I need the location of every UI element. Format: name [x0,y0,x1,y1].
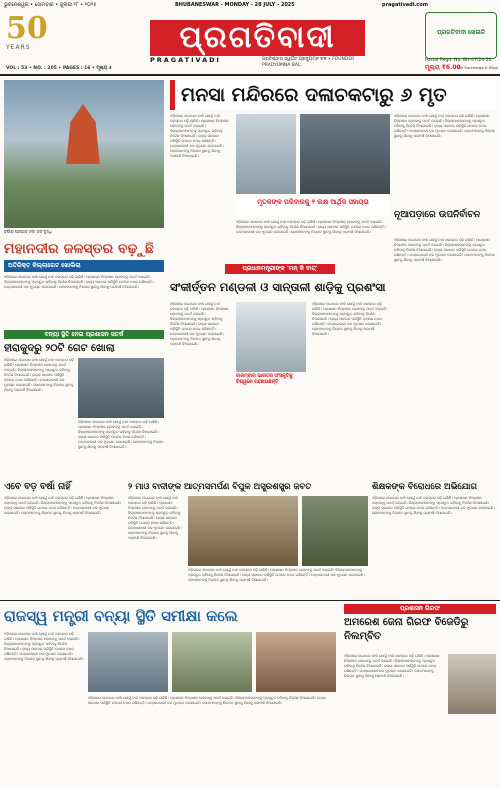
dateline: BHUBANESWAR - MONDAY - 28 JULY - 2025 [175,2,295,8]
maoist-text-2: ଓଡ଼ିଶାରେ ଲଗାତାର ବର୍ଷା ଯୋଗୁଁ ନଦୀ ଜଳସ୍ତର ବଢ଼ି ଚାଲିଛି। ପ୍ରଶାସନ ନିମ୍ନାଞ୍ଚଳ ଲୋକଙ୍କୁ ସତର୍କ କରାଇଛି। ଜିଲ୍ଲାପାଳମାନଙ୍କୁ ପ୍ରସ୍ତୁତ ରହିବାକୁ ନିର୍ଦ୍ଦେଶ ଦିଆଯାଇଛି। ରାଜ୍ୟ ସରକାର ପରିସ୍ଥିତି ଉପରେ ନଜର ରଖିଛନ୍ତି। ଉଦ୍ଧାରକାରୀ ଦଳ ମୁତୟନ କରାଯାଇଛି। ଲୋକମାନଙ୍କୁ ନିରାପଦ ସ୍ଥାନକୁ ଯିବାକୁ ପରାମର୍ଶ ଦିଆଯାଇଛି। [188,568,365,582]
lower-rule [0,600,500,601]
modi-text-col: ଓଡ଼ିଶାରେ ଲଗାତାର ବର୍ଷା ଯୋଗୁଁ ନଦୀ ଜଳସ୍ତର ବଢ଼ି ଚାଲିଛି। ପ୍ରଶାସନ ନିମ୍ନାଞ୍ଚଳ ଲୋକଙ୍କୁ ସତର୍କ କରାଇଛି। ଜିଲ୍ଲାପାଳମାନଙ୍କୁ ପ୍ରସ୍ତୁତ ରହିବାକୁ ନିର୍ଦ୍ଦେଶ ଦିଆଯାଇଛି। ରାଜ୍ୟ ସରକାର ପରିସ୍ଥିତି ଉପରେ ନଜର ରଖିଛନ୍ତି। ଉଦ୍ଧାରକାରୀ ଦଳ ମୁତୟନ କରାଯାଇଛି। ଲୋକମାନଙ୍କୁ ନିରାପଦ ସ୍ଥାନକୁ ଯିବାକୁ ପରାମର୍ଶ ଦିଆଯାଇଛି। [170,302,229,346]
anniversary-number: 50 [6,11,48,46]
price: ମୂଲ୍ୟ ₹6.00 [425,64,461,71]
paper-title: ପ୍ରଗତିବାଦୀ [150,20,365,56]
flood-minister-headline: ରାଜସ୍ୱ ମନ୍ତ୍ରୀ ବନ୍ୟା ସ୍ଥିତି ସମୀକ୍ଷା କଲେ [4,607,238,625]
surrender-photo [302,496,368,566]
arrest-tag: ପ୍ରଶାସନ ଗିରଫ [344,604,496,614]
air-surcharge: Air Surcharge 0.50ps [458,65,498,70]
no-rain-text: ଓଡ଼ିଶାରେ ଲଗାତାର ବର୍ଷା ଯୋଗୁଁ ନଦୀ ଜଳସ୍ତର ବଢ଼ି ଚାଲିଛି। ପ୍ରଶାସନ ନିମ୍ନାଞ୍ଚଳ ଲୋକଙ୍କୁ ସତର୍କ କରାଇଛି। ଜିଲ୍ଲାପାଳମାନଙ୍କୁ ପ୍ରସ୍ତୁତ ରହିବାକୁ ନିର୍ଦ୍ଦେଶ ଦିଆଯାଇଛି। ରାଜ୍ୟ ସରକାର ପରିସ୍ଥିତି ଉପରେ ନଜର ରଖିଛନ୍ତି। ଉଦ୍ଧାରକାରୀ ଦଳ ମୁତୟନ କରାଯାଇଛି। ଲୋକମାନଙ୍କୁ ନିରାପଦ ସ୍ଥାନକୁ ଯିବାକୁ ପରାମର୍ଶ ଦିଆଯାଇଛି। [4,496,122,515]
maoist-headline: ୨ ମାଓ ବାଦୀଙ୍କ ଆତ୍ମସମର୍ପଣ ବିପୁଳ ଅସ୍ତ୍ରଶସ୍ତ୍ର ଜବତ [128,482,312,492]
flood-text-1: ଓଡ଼ିଶାରେ ଲଗାତାର ବର୍ଷା ଯୋଗୁଁ ନଦୀ ଜଳସ୍ତର ବଢ଼ି ଚାଲିଛି। ପ୍ରଶାସନ ନିମ୍ନାଞ୍ଚଳ ଲୋକଙ୍କୁ ସତର୍କ କରାଇଛି। ଜିଲ୍ଲାପାଳମାନଙ୍କୁ ପ୍ରସ୍ତୁତ ରହିବାକୁ ନିର୍ଦ୍ଦେଶ ଦିଆଯାଇଛି। ରାଜ୍ୟ ସରକାର ପରିସ୍ଥିତି ଉପରେ ନଜର ରଖିଛନ୍ତି। ଉଦ୍ଧାରକାରୀ ଦଳ ମୁତୟନ କରାଯାଇଛି। ଲୋକମାନଙ୍କୁ ନିରାପଦ ସ୍ଥାନକୁ ଯିବାକୁ ପରାମର୍ଶ ଦିଆଯାଇଛି। [4,632,84,661]
nuapada-text: ଓଡ଼ିଶାରେ ଲଗାତାର ବର୍ଷା ଯୋଗୁଁ ନଦୀ ଜଳସ୍ତର ବଢ଼ି ଚାଲିଛି। ପ୍ରଶାସନ ନିମ୍ନାଞ୍ଚଳ ଲୋକଙ୍କୁ ସତର୍କ କରାଇଛି। ଜିଲ୍ଲାପାଳମାନଙ୍କୁ ପ୍ରସ୍ତୁତ ରହିବାକୁ ନିର୍ଦ୍ଦେଶ ଦିଆଯାଇଛି। ରାଜ୍ୟ ସରକାର ପରିସ୍ଥିତି ଉପରେ ନଜର ରଖିଛନ୍ତି। ଉଦ୍ଧାରକାରୀ ଦଳ ମୁତୟନ କରାଯାଇଛି। ଲୋକମାନଙ୍କୁ ନିରାପଦ ସ୍ଥାନକୁ ଯିବାକୁ ପରାମର୍ଶ ଦିଆଯାଇଛି। [394,238,496,262]
postal-reg: Postal Regd. No. BH-47/24-26 [425,58,492,63]
mann-ki-baat-tag: ପ୍ରଧାନମନ୍ତ୍ରୀଙ୍କ 'ମନ୍ କି ବାତ୍' [225,264,335,274]
flood-photo-1 [88,632,168,692]
teacher-headline: ଶିକ୍ଷକଙ୍କ ବିରୋଧରେ ଅଭିଯୋଗ [372,482,477,492]
temple-shape [62,104,104,164]
temple-photo-caption: ବର୍ଷାର ପ୍ରଭାବ ନଦୀ ଜଳ ବୃଦ୍ଧି [4,229,52,234]
temple-flood-photo [4,80,164,228]
lead-text-col-3: ଓଡ଼ିଶାରେ ଲଗାତାର ବର୍ଷା ଯୋଗୁଁ ନଦୀ ଜଳସ୍ତର ବଢ଼ି ଚାଲିଛି। ପ୍ରଶାସନ ନିମ୍ନାଞ୍ଚଳ ଲୋକଙ୍କୁ ସତର୍କ କରାଇଛି। ଜିଲ୍ଲାପାଳମାନଙ୍କୁ ପ୍ରସ୍ତୁତ ରହିବାକୁ ନିର୍ଦ୍ଦେଶ ଦିଆଯାଇଛି। ରାଜ୍ୟ ସରକାର ପରିସ୍ଥିତି ଉପରେ ନଜର ରଖିଛନ୍ତି। ଉଦ୍ଧାରକାରୀ ଦଳ ମୁତୟନ କରାଯାଇଛି। ଲୋକମାନଙ୍କୁ ନିରାପଦ ସ୍ଥାନକୁ ଯିବାକୁ ପରାମର୍ଶ ଦିଆଯାଇଛି। [394,114,496,138]
anniversary-word: YEARS [6,44,31,51]
lead-headline: ମନସା ମନ୍ଦିରରେ ଦଳାଚକଟାରୁ ୬ ମୃତ [170,80,496,110]
anniversary-logo [6,11,66,64]
hirakud-text-2: ଓଡ଼ିଶାରେ ଲଗାତାର ବର୍ଷା ଯୋଗୁଁ ନଦୀ ଜଳସ୍ତର ବଢ଼ି ଚାଲିଛି। ପ୍ରଶାସନ ନିମ୍ନାଞ୍ଚଳ ଲୋକଙ୍କୁ ସତର୍କ କରାଇଛି। ଜିଲ୍ଲାପାଳମାନଙ୍କୁ ପ୍ରସ୍ତୁତ ରହିବାକୁ ନିର୍ଦ୍ଦେଶ ଦିଆଯାଇଛି। ରାଜ୍ୟ ସରକାର ପରିସ୍ଥିତି ଉପରେ ନଜର ରଖିଛନ୍ତି। ଉଦ୍ଧାରକାରୀ ଦଳ ମୁତୟନ କରାଯାଇଛି। ଲୋକମାନଙ୍କୁ ନିରାପଦ ସ୍ଥାନକୁ ଯିବାକୁ ପରାମର୍ଶ ଦିଆଯାଇଛି। [78,420,164,449]
side-brand-box [425,12,497,59]
flood-photo-2 [172,632,252,692]
mahanadi-text: ଓଡ଼ିଶାରେ ଲଗାତାର ବର୍ଷା ଯୋଗୁଁ ନଦୀ ଜଳସ୍ତର ବଢ଼ି ଚାଲିଛି। ପ୍ରଶାସନ ନିମ୍ନାଞ୍ଚଳ ଲୋକଙ୍କୁ ସତର୍କ କରାଇଛି। ଜିଲ୍ଲାପାଳମାନଙ୍କୁ ପ୍ରସ୍ତୁତ ରହିବାକୁ ନିର୍ଦ୍ଦେଶ ଦିଆଯାଇଛି। ରାଜ୍ୟ ସରକାର ପରିସ୍ଥିତି ଉପରେ ନଜର ରଖିଛନ୍ତି। ଉଦ୍ଧାରକାରୀ ଦଳ ମୁତୟନ କରାଯାଇଛି। ଲୋକମାନଙ୍କୁ ନିରାପଦ ସ୍ଥାନକୁ ଯିବାକୁ ପରାମର୍ଶ ଦିଆଯାଇଛି। [4,275,154,289]
lead-text-col-2: ଓଡ଼ିଶାରେ ଲଗାତାର ବର୍ଷା ଯୋଗୁଁ ନଦୀ ଜଳସ୍ତର ବଢ଼ି ଚାଲିଛି। ପ୍ରଶାସନ ନିମ୍ନାଞ୍ଚଳ ଲୋକଙ୍କୁ ସତର୍କ କରାଇଛି। ଜିଲ୍ଲାପାଳମାନଙ୍କୁ ପ୍ରସ୍ତୁତ ରହିବାକୁ ନିର୍ଦ୍ଦେଶ ଦିଆଯାଇଛି। ରାଜ୍ୟ ସରକାର ପରିସ୍ଥିତି ଉପରେ ନଜର ରଖିଛନ୍ତି। ଉଦ୍ଧାରକାରୀ ଦଳ ମୁତୟନ କରାଯାଇଛି। ଲୋକମାନଙ୍କୁ ନିରାପଦ ସ୍ଥାନକୁ ଯିବାକୁ ପରାମର୍ଶ ଦିଆଯାଇଛି। [236,220,386,234]
accused-photo [448,654,496,714]
dam-photo [78,358,164,418]
minister-photo [256,632,336,692]
website[interactable]: pragativadi.com [382,2,428,8]
flood-text-2: ଓଡ଼ିଶାରେ ଲଗାତାର ବର୍ଷା ଯୋଗୁଁ ନଦୀ ଜଳସ୍ତର ବଢ଼ି ଚାଲିଛି। ପ୍ରଶାସନ ନିମ୍ନାଞ୍ଚଳ ଲୋକଙ୍କୁ ସତର୍କ କରାଇଛି। ଜିଲ୍ଲାପାଳମାନଙ୍କୁ ପ୍ରସ୍ତୁତ ରହିବାକୁ ନିର୍ଦ୍ଦେଶ ଦିଆଯାଇଛି। ରାଜ୍ୟ ସରକାର ପରିସ୍ଥିତି ଉପରେ ନଜର ରଖିଛନ୍ତି। ଉଦ୍ଧାରକାରୀ ଦଳ ମୁତୟନ କରାଯାଇଛି। ଲୋକମାନଙ୍କୁ ନିରାପଦ ସ୍ଥାନକୁ ଯିବାକୁ ପରାମର୍ଶ ଦିଆଯାଇଛି। [88,696,326,705]
mahanadi-headline: ମହାନଦୀର ଜଳସ୍ତର ବଢ଼ୁଛି [4,241,154,257]
paper-title-en: PRAGATIVADI [150,56,221,64]
vol-line: VOL : 53 • NO. : 205 • PAGES : 16 • ମୂଲ୍ୟ ୫ [6,66,112,71]
teacher-text: ଓଡ଼ିଶାରେ ଲଗାତାର ବର୍ଷା ଯୋଗୁଁ ନଦୀ ଜଳସ୍ତର ବଢ଼ି ଚାଲିଛି। ପ୍ରଶାସନ ନିମ୍ନାଞ୍ଚଳ ଲୋକଙ୍କୁ ସତର୍କ କରାଇଛି। ଜିଲ୍ଲାପାଳମାନଙ୍କୁ ପ୍ରସ୍ତୁତ ରହିବାକୁ ନିର୍ଦ୍ଦେଶ ଦିଆଯାଇଛି। ରାଜ୍ୟ ସରକାର ପରିସ୍ଥିତି ଉପରେ ନଜର ରଖିଛନ୍ତି। ଉଦ୍ଧାରକାରୀ ଦଳ ମୁତୟନ କରାଯାଇଛି। ଲୋକମାନଙ୍କୁ ନିରାପଦ ସ୍ଥାନକୁ ଯିବାକୁ ପରାମର୍ଶ ଦିଆଯାଇଛି। [372,496,495,515]
hirakud-tag: ବନ୍ୟା ସ୍ଥିତି ନେଇ ପ୍ରଶାସନ ସତର୍କ [4,330,164,339]
no-rain-headline: ଏବେ ବଡ଼ ବର୍ଷା ନାହିଁ [4,482,71,492]
top-strip [0,0,500,10]
masthead-rule [0,74,500,76]
modi-photo [236,302,306,372]
temple-crowd-photo [236,114,296,194]
side-brand-text: ପ୍ରଗତିବାଦୀ ଖେଳାଳି [437,29,485,36]
arrest-text: ଓଡ଼ିଶାରେ ଲଗାତାର ବର୍ଷା ଯୋଗୁଁ ନଦୀ ଜଳସ୍ତର ବଢ଼ି ଚାଲିଛି। ପ୍ରଶାସନ ନିମ୍ନାଞ୍ଚଳ ଲୋକଙ୍କୁ ସତର୍କ କରାଇଛି। ଜିଲ୍ଲାପାଳମାନଙ୍କୁ ପ୍ରସ୍ତୁତ ରହିବାକୁ ନିର୍ଦ୍ଦେଶ ଦିଆଯାଇଛି। ରାଜ୍ୟ ସରକାର ପରିସ୍ଥିତି ଉପରେ ନଜର ରଖିଛନ୍ତି। ଉଦ୍ଧାରକାରୀ ଦଳ ମୁତୟନ କରାଯାଇଛି। ଲୋକମାନଙ୍କୁ ନିରାପଦ ସ୍ଥାନକୁ ଯିବାକୁ ପରାମର୍ଶ ଦିଆଯାଇଛି। [344,654,440,678]
modi-text-col-2: ଓଡ଼ିଶାରେ ଲଗାତାର ବର୍ଷା ଯୋଗୁଁ ନଦୀ ଜଳସ୍ତର ବଢ଼ି ଚାଲିଛି। ପ୍ରଶାସନ ନିମ୍ନାଞ୍ଚଳ ଲୋକଙ୍କୁ ସତର୍କ କରାଇଛି। ଜିଲ୍ଲାପାଳମାନଙ୍କୁ ପ୍ରସ୍ତୁତ ରହିବାକୁ ନିର୍ଦ୍ଦେଶ ଦିଆଯାଇଛି। ରାଜ୍ୟ ସରକାର ପରିସ୍ଥିତି ଉପରେ ନଜର ରଖିଛନ୍ତି। ଉଦ୍ଧାରକାରୀ ଦଳ ମୁତୟନ କରାଯାଇଛି। ଲୋକମାନଙ୍କୁ ନିରାପଦ ସ୍ଥାନକୁ ଯିବାକୁ ପରାମର୍ଶ ଦିଆଯାଇଛି। [312,302,388,336]
hirakud-text: ଓଡ଼ିଶାରେ ଲଗାତାର ବର୍ଷା ଯୋଗୁଁ ନଦୀ ଜଳସ୍ତର ବଢ଼ି ଚାଲିଛି। ପ୍ରଶାସନ ନିମ୍ନାଞ୍ଚଳ ଲୋକଙ୍କୁ ସତର୍କ କରାଇଛି। ଜିଲ୍ଲାପାଳମାନଙ୍କୁ ପ୍ରସ୍ତୁତ ରହିବାକୁ ନିର୍ଦ୍ଦେଶ ଦିଆଯାଇଛି। ରାଜ୍ୟ ସରକାର ପରିସ୍ଥିତି ଉପରେ ନଜର ରଖିଛନ୍ତି। ଉଦ୍ଧାରକାରୀ ଦଳ ମୁତୟନ କରାଯାଇଛି। ଲୋକମାନଙ୍କୁ ନିରାପଦ ସ୍ଥାନକୁ ଯିବାକୁ ପରାମର୍ଶ ଦିଆଯାଇଛି। [4,358,74,392]
modi-headline: ସଂକୀର୍ତ୍ତନ ମଣ୍ଡଳୀ ଓ ସାନ୍ତାଳୀ ଶାଡ଼ିକୁ ପ୍ରଶଂସା [170,280,386,294]
mahanadi-subhead: ଅତିରିକ୍ତ କିଲ୍ଲାଗେଟ ଖୋଲିଲା [4,260,164,272]
founder-line: ପ୍ରତିଷ୍ଠାତା ସ୍ୱର୍ଗତ ପ୍ରଦ୍ୟୁମ୍ନ ବଳ • FOUNDER PRADYUMNA BAL [262,57,355,68]
maoist-text: ଓଡ଼ିଶାରେ ଲଗାତାର ବର୍ଷା ଯୋଗୁଁ ନଦୀ ଜଳସ୍ତର ବଢ଼ି ଚାଲିଛି। ପ୍ରଶାସନ ନିମ୍ନାଞ୍ଚଳ ଲୋକଙ୍କୁ ସତର୍କ କରାଇଛି। ଜିଲ୍ଲାପାଳମାନଙ୍କୁ ପ୍ରସ୍ତୁତ ରହିବାକୁ ନିର୍ଦ୍ଦେଶ ଦିଆଯାଇଛି। ରାଜ୍ୟ ସରକାର ପରିସ୍ଥିତି ଉପରେ ନଜର ରଖିଛନ୍ତି। ଉଦ୍ଧାରକାରୀ ଦଳ ମୁତୟନ କରାଯାଇଛି। ଲୋକମାନଙ୍କୁ ନିରାପଦ ସ୍ଥାନକୁ ଯିବାକୁ ପରାମର୍ଶ ଦିଆଯାଇଛି। [128,496,182,540]
hirakud-headline: ହୀରାକୁଦରୁ ୨୦ଟି ଗେଟ ଖୋଲା [4,343,115,354]
top-left-date: ଭୁବନେଶ୍ୱର • ସୋମବାର • ଜୁଲାଇ ୨୮ • ୨୦୨୫ [4,2,97,8]
rescue-photo [300,114,390,194]
modi-quote: ବାରମ୍ବାର ଭାରତର ସଂସ୍କୃତିକୁ ବିଶ୍ୱରେ ପହଞ୍ଚାଉଛନ୍ତି [236,374,293,385]
lead-text-col-1: ଓଡ଼ିଶାରେ ଲଗାତାର ବର୍ଷା ଯୋଗୁଁ ନଦୀ ଜଳସ୍ତର ବଢ଼ି ଚାଲିଛି। ପ୍ରଶାସନ ନିମ୍ନାଞ୍ଚଳ ଲୋକଙ୍କୁ ସତର୍କ କରାଇଛି। ଜିଲ୍ଲାପାଳମାନଙ୍କୁ ପ୍ରସ୍ତୁତ ରହିବାକୁ ନିର୍ଦ୍ଦେଶ ଦିଆଯାଇଛି। ରାଜ୍ୟ ସରକାର ପରିସ୍ଥିତି ଉପରେ ନଜର ରଖିଛନ୍ତି। ଉଦ୍ଧାରକାରୀ ଦଳ ମୁତୟନ କରାଯାଇଛି। ଲୋକମାନଙ୍କୁ ନିରାପଦ ସ୍ଥାନକୁ ଯିବାକୁ ପରାମର୍ଶ ଦିଆଯାଇଛି। [170,114,229,158]
weapons-photo [188,496,298,566]
nuapada-headline: ନୂଆପଡ଼ାରେ ଉପନିର୍ବାଚନ [394,210,481,220]
compensation-note: ମୃତକଙ୍କ ପରିବାରକୁ ୨ ଲକ୍ଷ ଆର୍ଥିକ ସହାୟତା [236,198,390,216]
arrest-headline: ଅମରେଶ ଜେନା ଗିରଫ ବିଜେଡିରୁ ନିଲମ୍ବିତ [344,617,469,642]
